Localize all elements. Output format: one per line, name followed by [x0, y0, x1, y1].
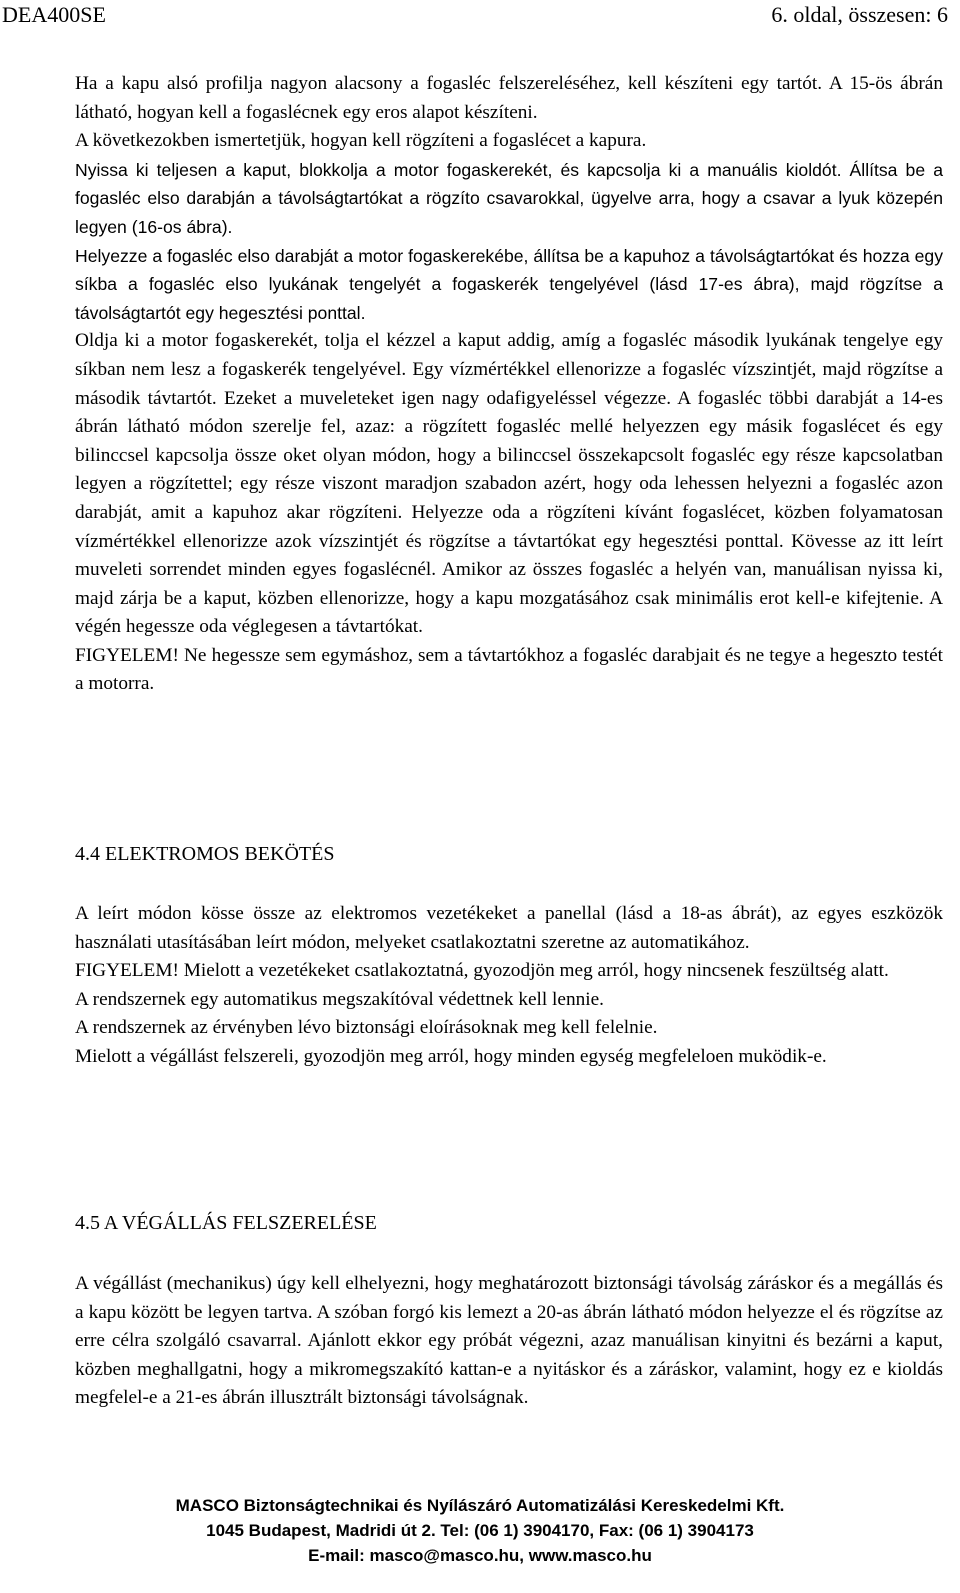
- paragraph-wiring: A leírt módon kösse össze az elektromos vezetékeket a panellal (lásd a 18-as ábrát), az egyes eszközök használati utasításában leírt módon, melyeket csatlakoztatni szeretne az automatikához.: [75, 903, 943, 953]
- footer-contact: E-mail: masco@masco.hu, www.masco.hu: [308, 1546, 652, 1565]
- paragraph-warning-weld: FIGYELEM! Ne hegessze sem egymáshoz, sem a távtartókhoz a fogasléc darabjait és ne tegye a hegeszto testét a motorra.: [75, 644, 943, 695]
- document-code: DEA400SE: [2, 2, 106, 27]
- paragraph-rack-procedure: Oldja ki a motor fogaskerekét, tolja el kézzel a kaput addig, amíg a fogasléc második lyukának tengelye egy síkban nem lesz a fogaskerék tengelyével. Egy vízmértékkel ellenorizze a fogasléc vízszintjét, majd rögzítse a második távtartót. Ezeket a muveleteket igen nagy odafigyeléssel végezze. A fogasléc többi darabját a 14-es ábrán látható módon szerelje fel, azaz: a rögzített fogasléc mellé helyezzen egy másik fogaslécet és egy bilinccsel kapcsolja össze oket olyan módon, hogy a bilinccsel összekapcsolt fogasléc egy része kapcsolatban legyen a rögzítettel; egy része viszont maradjon szabadon azért, hogy oda lehessen helyezni a fogasléc azon darabját, amit a kapuhoz akar rögzíteni. Helyezze oda a rögzíteni kívánt fogaslécet, közben folyamatosan vízmértékkel ellenorizze azok vízszintjét és rögzítse a távtartókat egy hegesztési ponttal. Kövesse az itt leírt muveleti sorrendet minden egyes fogaslécnél. Amikor az összes fogasléc a helyén van, manuálisan nyissa ki, majd zárja be a kaput, közben ellenorizze, hogy a kapu mozgatásához csak minimális erot kell-e kifejtenie. A végén hegessze oda véglegesen a távtartókat.: [75, 330, 943, 638]
- installation-text: [75, 70, 943, 699]
- page-indicator: 6. oldal, összesen: 6: [771, 2, 948, 27]
- footer-company-name: MASCO Biztonságtechnikai és Nyílászáró Automatizálási Kereskedelmi Kft.: [175, 1496, 785, 1515]
- company-footer: [0, 1493, 960, 1568]
- paragraph-first-rack: Helyezze a fogasléc elso darabját a motor fogaskerekébe, állítsa be a kapuhoz a távolságtartókat és hozza egy síkba a fogasléc elso lyukának tengelyét a fogaskerék tengelyével (lásd 17-es ábra), majd rögzítse a távolságtartót egy hegesztési ponttal.: [75, 245, 943, 323]
- paragraph-check-units: Mielott a végállást felszereli, gyozodjön meg arról, hogy minden egység megfeleloen muködik-e.: [75, 1045, 827, 1067]
- footer-address: 1045 Budapest, Madridi út 2. Tel: (06 1) 3904170, Fax: (06 1) 3904173: [206, 1521, 754, 1540]
- paragraph-intro: A következokben ismertetjük, hogyan kell rögzíteni a fogaslécet a kapura.: [75, 130, 647, 152]
- paragraph-breaker: A rendszernek egy automatikus megszakítóval védettnek kell lennie.: [75, 988, 604, 1010]
- paragraph-limit-switch: A végállást (mechanikus) úgy kell elhelyezni, hogy meghatározott biztonsági távolság záráskor és a megállás és a kapu között be legyen tartva. A szóban forgó kis lemezt a 20-as ábrán látható módon helyezze el és rögzítse az erre célra szolgáló csavarral. Ajánlott ekkor egy próbát végezni, azaz manuálisan kinyitni és bezárni a kaput, közben meghallgatni, hogy a mikromegszakító kattan-e a nyitáskor és a záráskor, valamint, hogy ez e kioldás megfelel-e a 21-es ábrán illusztrált biztonsági távolságnak.: [75, 1273, 943, 1409]
- section-limit-switch-body: [75, 1270, 943, 1413]
- section-heading-electrical: 4.4 ELEKTROMOS BEKÖTÉS: [75, 843, 335, 865]
- section-electrical-body: [75, 900, 943, 1072]
- paragraph-warning-voltage: FIGYELEM! Mielott a vezetékeket csatlakoztatná, gyozodjön meg arról, hogy nincsenek feszültség alatt.: [75, 960, 889, 982]
- paragraph-regulations: A rendszernek az érvényben lévo biztonsági eloírásoknak meg kell felelnie.: [75, 1017, 658, 1039]
- section-heading-limit-switch: 4.5 A VÉGÁLLÁS FELSZERELÉSE: [75, 1212, 377, 1234]
- paragraph-open-gate: Nyissa ki teljesen a kaput, blokkolja a motor fogaskerekét, és kapcsolja ki a manuális kioldót. Állítsa be a fogasléc elso darabján a távolságtartókat a rögzíto csavarokkal, ügyelve arra, hogy a csavar a lyuk közepén legyen (16-os ábra).: [75, 159, 943, 237]
- paragraph-support: Ha a kapu alsó profilja nagyon alacsony a fogasléc felszereléséhez, kell készíteni egy tartót. A 15-ös ábrán látható, hogyan kell a fogaslécnek egy eros alapot készíteni.: [75, 73, 943, 123]
